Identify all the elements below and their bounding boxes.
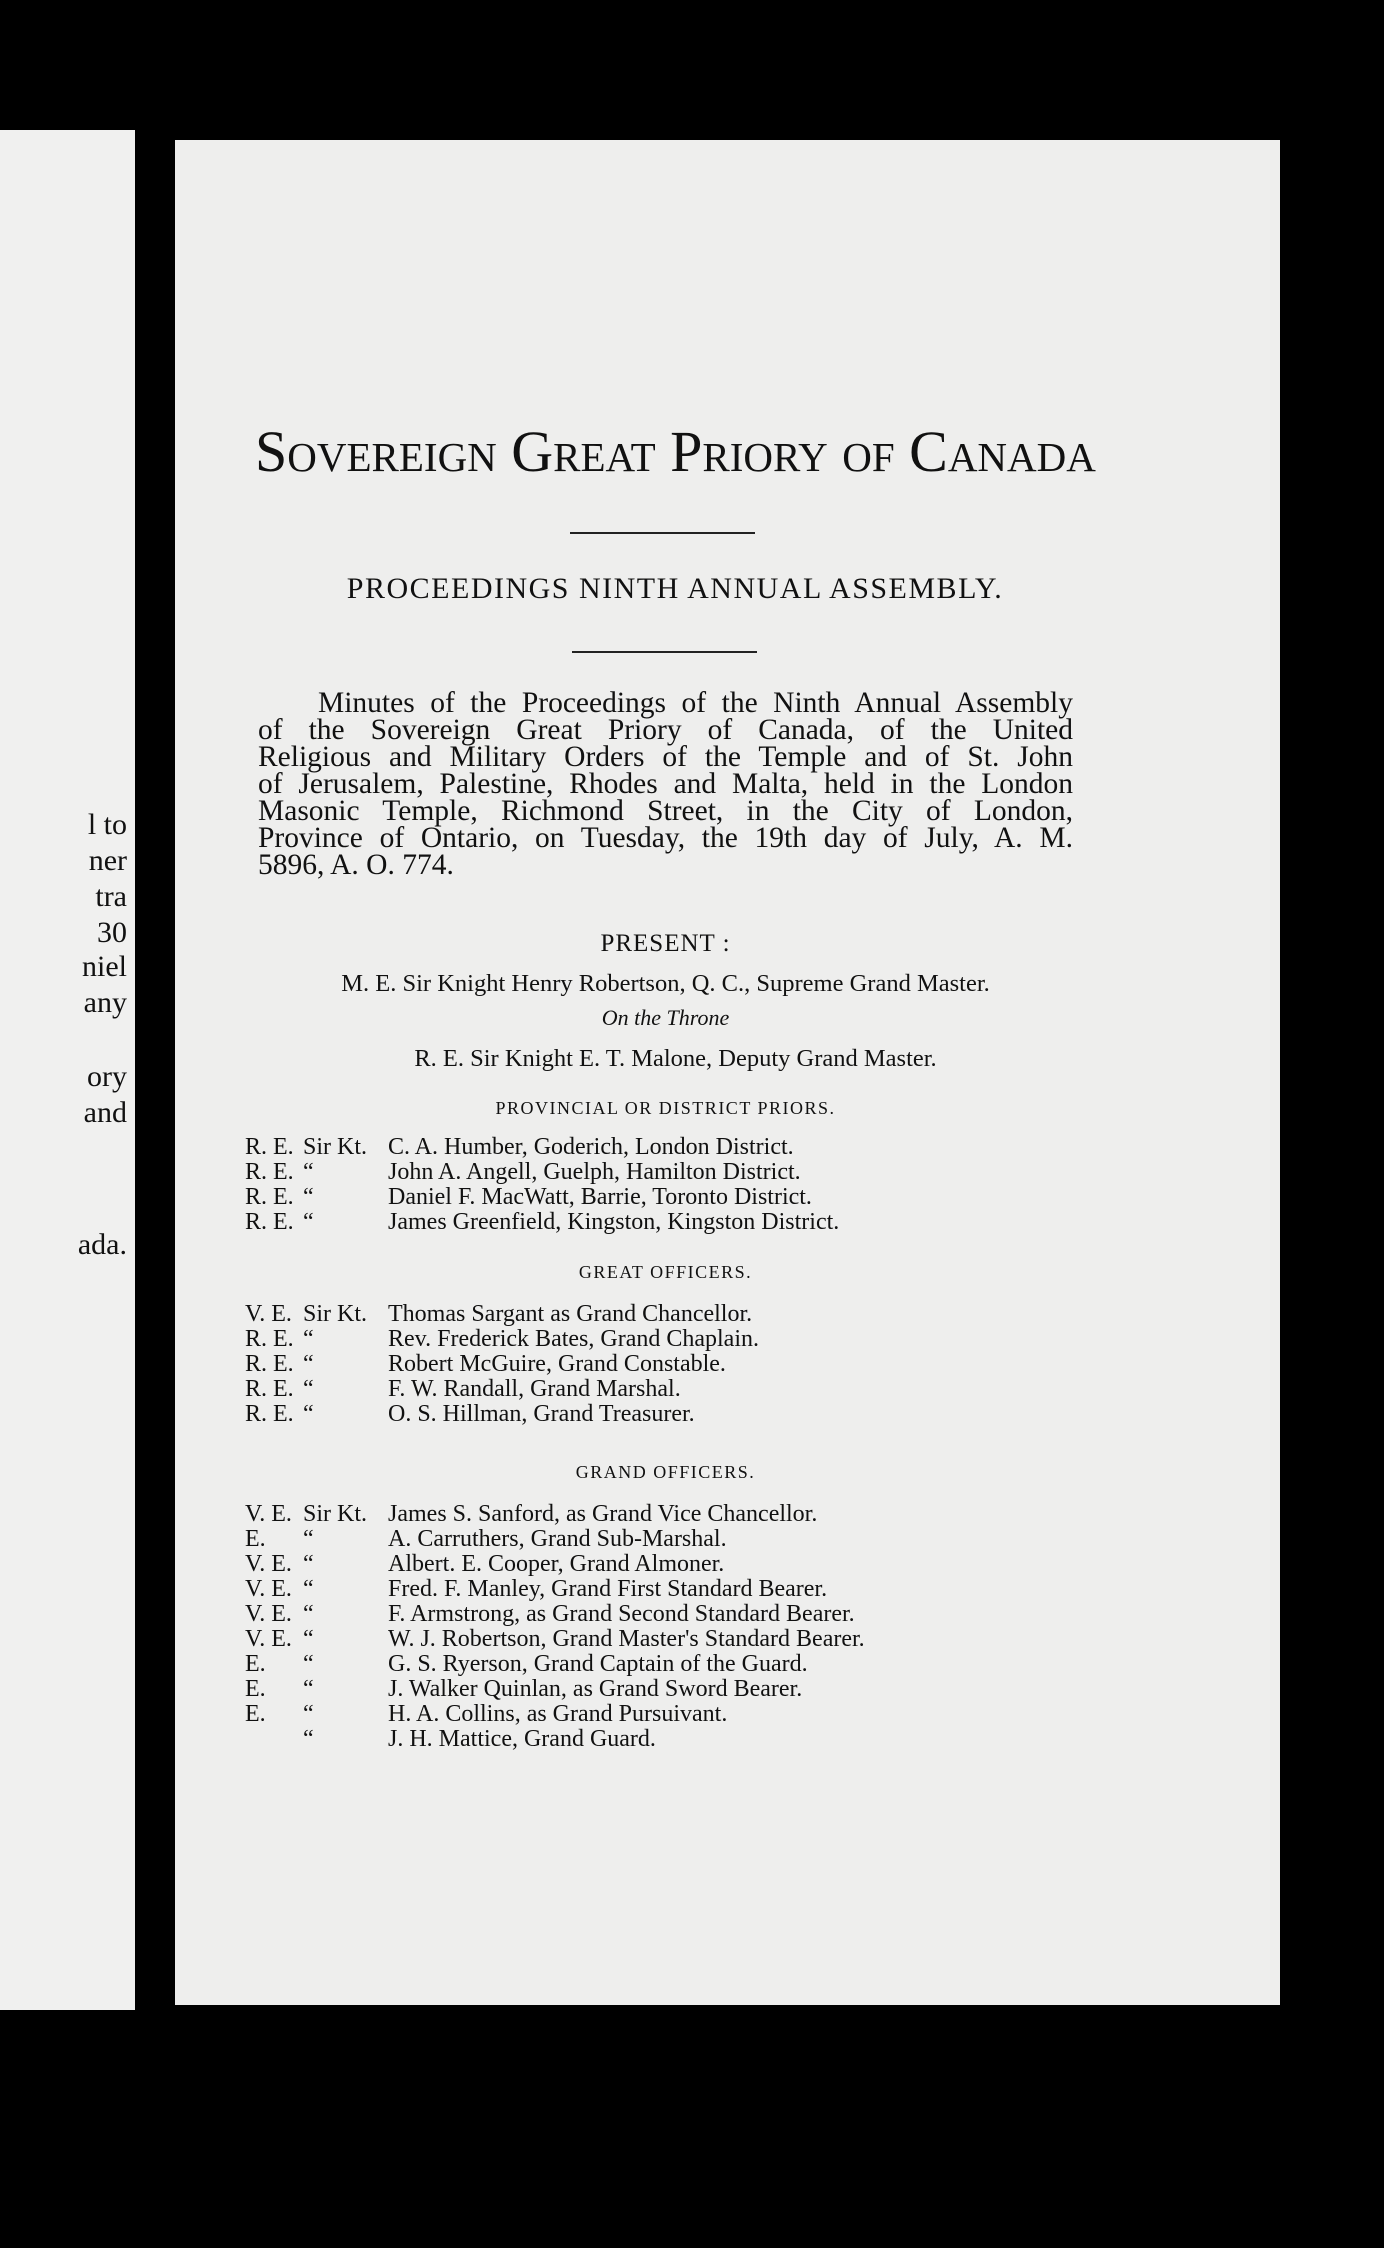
list-item: [245, 1602, 865, 1627]
divider: [572, 651, 757, 653]
left-page-fragment: [0, 130, 135, 2010]
list-item: [245, 1627, 865, 1652]
left-fragment: 30: [97, 916, 127, 949]
list-item: [245, 1727, 865, 1752]
list-item: [245, 1527, 865, 1552]
honorific: “: [303, 1551, 314, 1577]
grand-officers-list: [245, 1502, 865, 1752]
honorific: “: [303, 1626, 314, 1652]
rank: E.: [245, 1651, 266, 1677]
rank: [245, 1727, 303, 1752]
left-fragment: ner: [88, 844, 127, 877]
honorific: Sir Kt.: [303, 1301, 368, 1327]
minutes-paragraph: [258, 687, 1073, 881]
rank: R. E.: [245, 1134, 294, 1160]
honorific: “: [303, 1326, 314, 1352]
rank: V. E.: [245, 1301, 292, 1327]
page-gutter: [135, 130, 175, 2010]
honorific: “: [303, 1376, 314, 1402]
minutes-line: Masonic Temple, Richmond Street, in the City of London,: [258, 795, 1073, 827]
deputy-grand-master-line: R. E. Sir Knight E. T. Malone, Deputy Grand Master.: [414, 1045, 937, 1072]
member-name: John A. Angell, Guelph, Hamilton District.: [388, 1159, 801, 1185]
list-item: [245, 1502, 865, 1527]
honorific: “: [303, 1601, 314, 1627]
list-item: [245, 1210, 839, 1235]
honorific: “: [303, 1701, 314, 1727]
member-name: H. A. Collins, as Grand Pursuivant.: [388, 1701, 728, 1727]
rank: V. E.: [245, 1601, 292, 1627]
list-item: [245, 1552, 865, 1577]
member-name: Daniel F. MacWatt, Barrie, Toronto District.: [388, 1184, 812, 1210]
member-name: Robert McGuire, Grand Constable.: [388, 1351, 726, 1377]
minutes-line: Minutes of the Proceedings of the Ninth Annual Assembly: [318, 687, 1073, 719]
honorific: Sir Kt.: [303, 1134, 368, 1160]
grand-master-line: M. E. Sir Knight Henry Robertson, Q. C., Supreme Grand Master.: [341, 970, 990, 997]
left-fragment: niel: [82, 950, 127, 983]
minutes-line: Province of Ontario, on Tuesday, the 19th day of July, A. M.: [258, 822, 1073, 854]
rank: R. E.: [245, 1376, 294, 1402]
proceedings-heading: PROCEEDINGS NINTH ANNUAL ASSEMBLY.: [346, 572, 1004, 605]
member-name: Albert. E. Cooper, Grand Almoner.: [388, 1551, 725, 1577]
honorific: “: [303, 1401, 314, 1427]
list-item: [245, 1135, 839, 1160]
rank: V. E.: [245, 1551, 292, 1577]
rank: E.: [245, 1526, 266, 1552]
member-name: James Greenfield, Kingston, Kingston District.: [388, 1209, 840, 1235]
member-name: Thomas Sargant as Grand Chancellor.: [388, 1301, 753, 1327]
rank: R. E.: [245, 1184, 294, 1210]
minutes-line: of the Sovereign Great Priory of Canada, of the United: [258, 714, 1073, 746]
present-heading: PRESENT :: [600, 930, 731, 957]
divider: [570, 532, 755, 534]
list-item: [245, 1377, 759, 1402]
list-item: [245, 1302, 759, 1327]
member-name: J. H. Mattice, Grand Guard.: [388, 1726, 656, 1752]
minutes-line: of Jerusalem, Palestine, Rhodes and Malta, held in the London: [258, 768, 1073, 800]
member-name: O. S. Hillman, Grand Treasurer.: [388, 1401, 695, 1427]
list-item: [245, 1352, 759, 1377]
left-fragment: and: [83, 1096, 127, 1129]
left-fragment: any: [83, 986, 127, 1019]
rank: R. E.: [245, 1351, 294, 1377]
list-item: [245, 1652, 865, 1677]
honorific: “: [303, 1159, 314, 1185]
list-item: [245, 1160, 839, 1185]
rank: E.: [245, 1676, 266, 1702]
honorific: “: [303, 1576, 314, 1602]
great-officers-heading: GREAT OFFICERS.: [578, 1262, 753, 1282]
honorific: “: [303, 1651, 314, 1677]
rank: R. E.: [245, 1326, 294, 1352]
minutes-line: Religious and Military Orders of the Temple and of St. John: [258, 741, 1073, 773]
list-item: [245, 1327, 759, 1352]
rank: V. E.: [245, 1626, 292, 1652]
honorific: “: [303, 1676, 314, 1702]
member-name: Rev. Frederick Bates, Grand Chaplain.: [388, 1326, 760, 1352]
rank: R. E.: [245, 1401, 294, 1427]
rank: E.: [245, 1701, 266, 1727]
member-name: W. J. Robertson, Grand Master's Standard Bearer.: [388, 1626, 865, 1652]
member-name: C. A. Humber, Goderich, London District.: [388, 1134, 794, 1160]
list-item: [245, 1677, 865, 1702]
honorific: “: [303, 1351, 314, 1377]
left-fragment: l to: [87, 808, 127, 841]
rank: R. E.: [245, 1209, 294, 1235]
member-name: F. Armstrong, as Grand Second Standard Bearer.: [388, 1601, 855, 1627]
list-item: [245, 1402, 759, 1427]
list-item: [245, 1577, 865, 1602]
member-name: F. W. Randall, Grand Marshal.: [388, 1376, 681, 1402]
member-name: James S. Sanford, as Grand Vice Chancellor.: [388, 1501, 818, 1527]
member-name: J. Walker Quinlan, as Grand Sword Bearer.: [388, 1676, 803, 1702]
rank: R. E.: [245, 1159, 294, 1185]
rank: V. E.: [245, 1576, 292, 1602]
on-throne-line: On the Throne: [601, 1005, 730, 1030]
member-name: G. S. Ryerson, Grand Captain of the Guard.: [388, 1651, 808, 1677]
honorific: “: [303, 1209, 314, 1235]
left-fragment: ory: [87, 1060, 127, 1093]
grand-officers-heading: GRAND OFFICERS.: [575, 1462, 756, 1482]
provincial-priors-heading: PROVINCIAL OR DISTRICT PRIORS.: [495, 1098, 836, 1118]
page-title: Sovereign Great Priory of Canada: [255, 419, 1096, 484]
minutes-line: 5896, A. O. 774.: [258, 849, 454, 881]
honorific: “: [303, 1184, 314, 1210]
list-item: [245, 1702, 865, 1727]
great-officers-list: [245, 1302, 759, 1427]
left-fragment: tra: [95, 880, 127, 913]
member-name: A. Carruthers, Grand Sub-Marshal.: [388, 1526, 727, 1552]
rank: V. E.: [245, 1501, 292, 1527]
left-fragment: ada.: [77, 1228, 127, 1261]
honorific: “: [303, 1526, 314, 1552]
honorific: Sir Kt.: [303, 1501, 368, 1527]
list-item: [245, 1185, 839, 1210]
honorific: “: [303, 1726, 314, 1752]
member-name: Fred. F. Manley, Grand First Standard Bearer.: [388, 1576, 828, 1602]
provincial-priors-list: [245, 1135, 839, 1235]
